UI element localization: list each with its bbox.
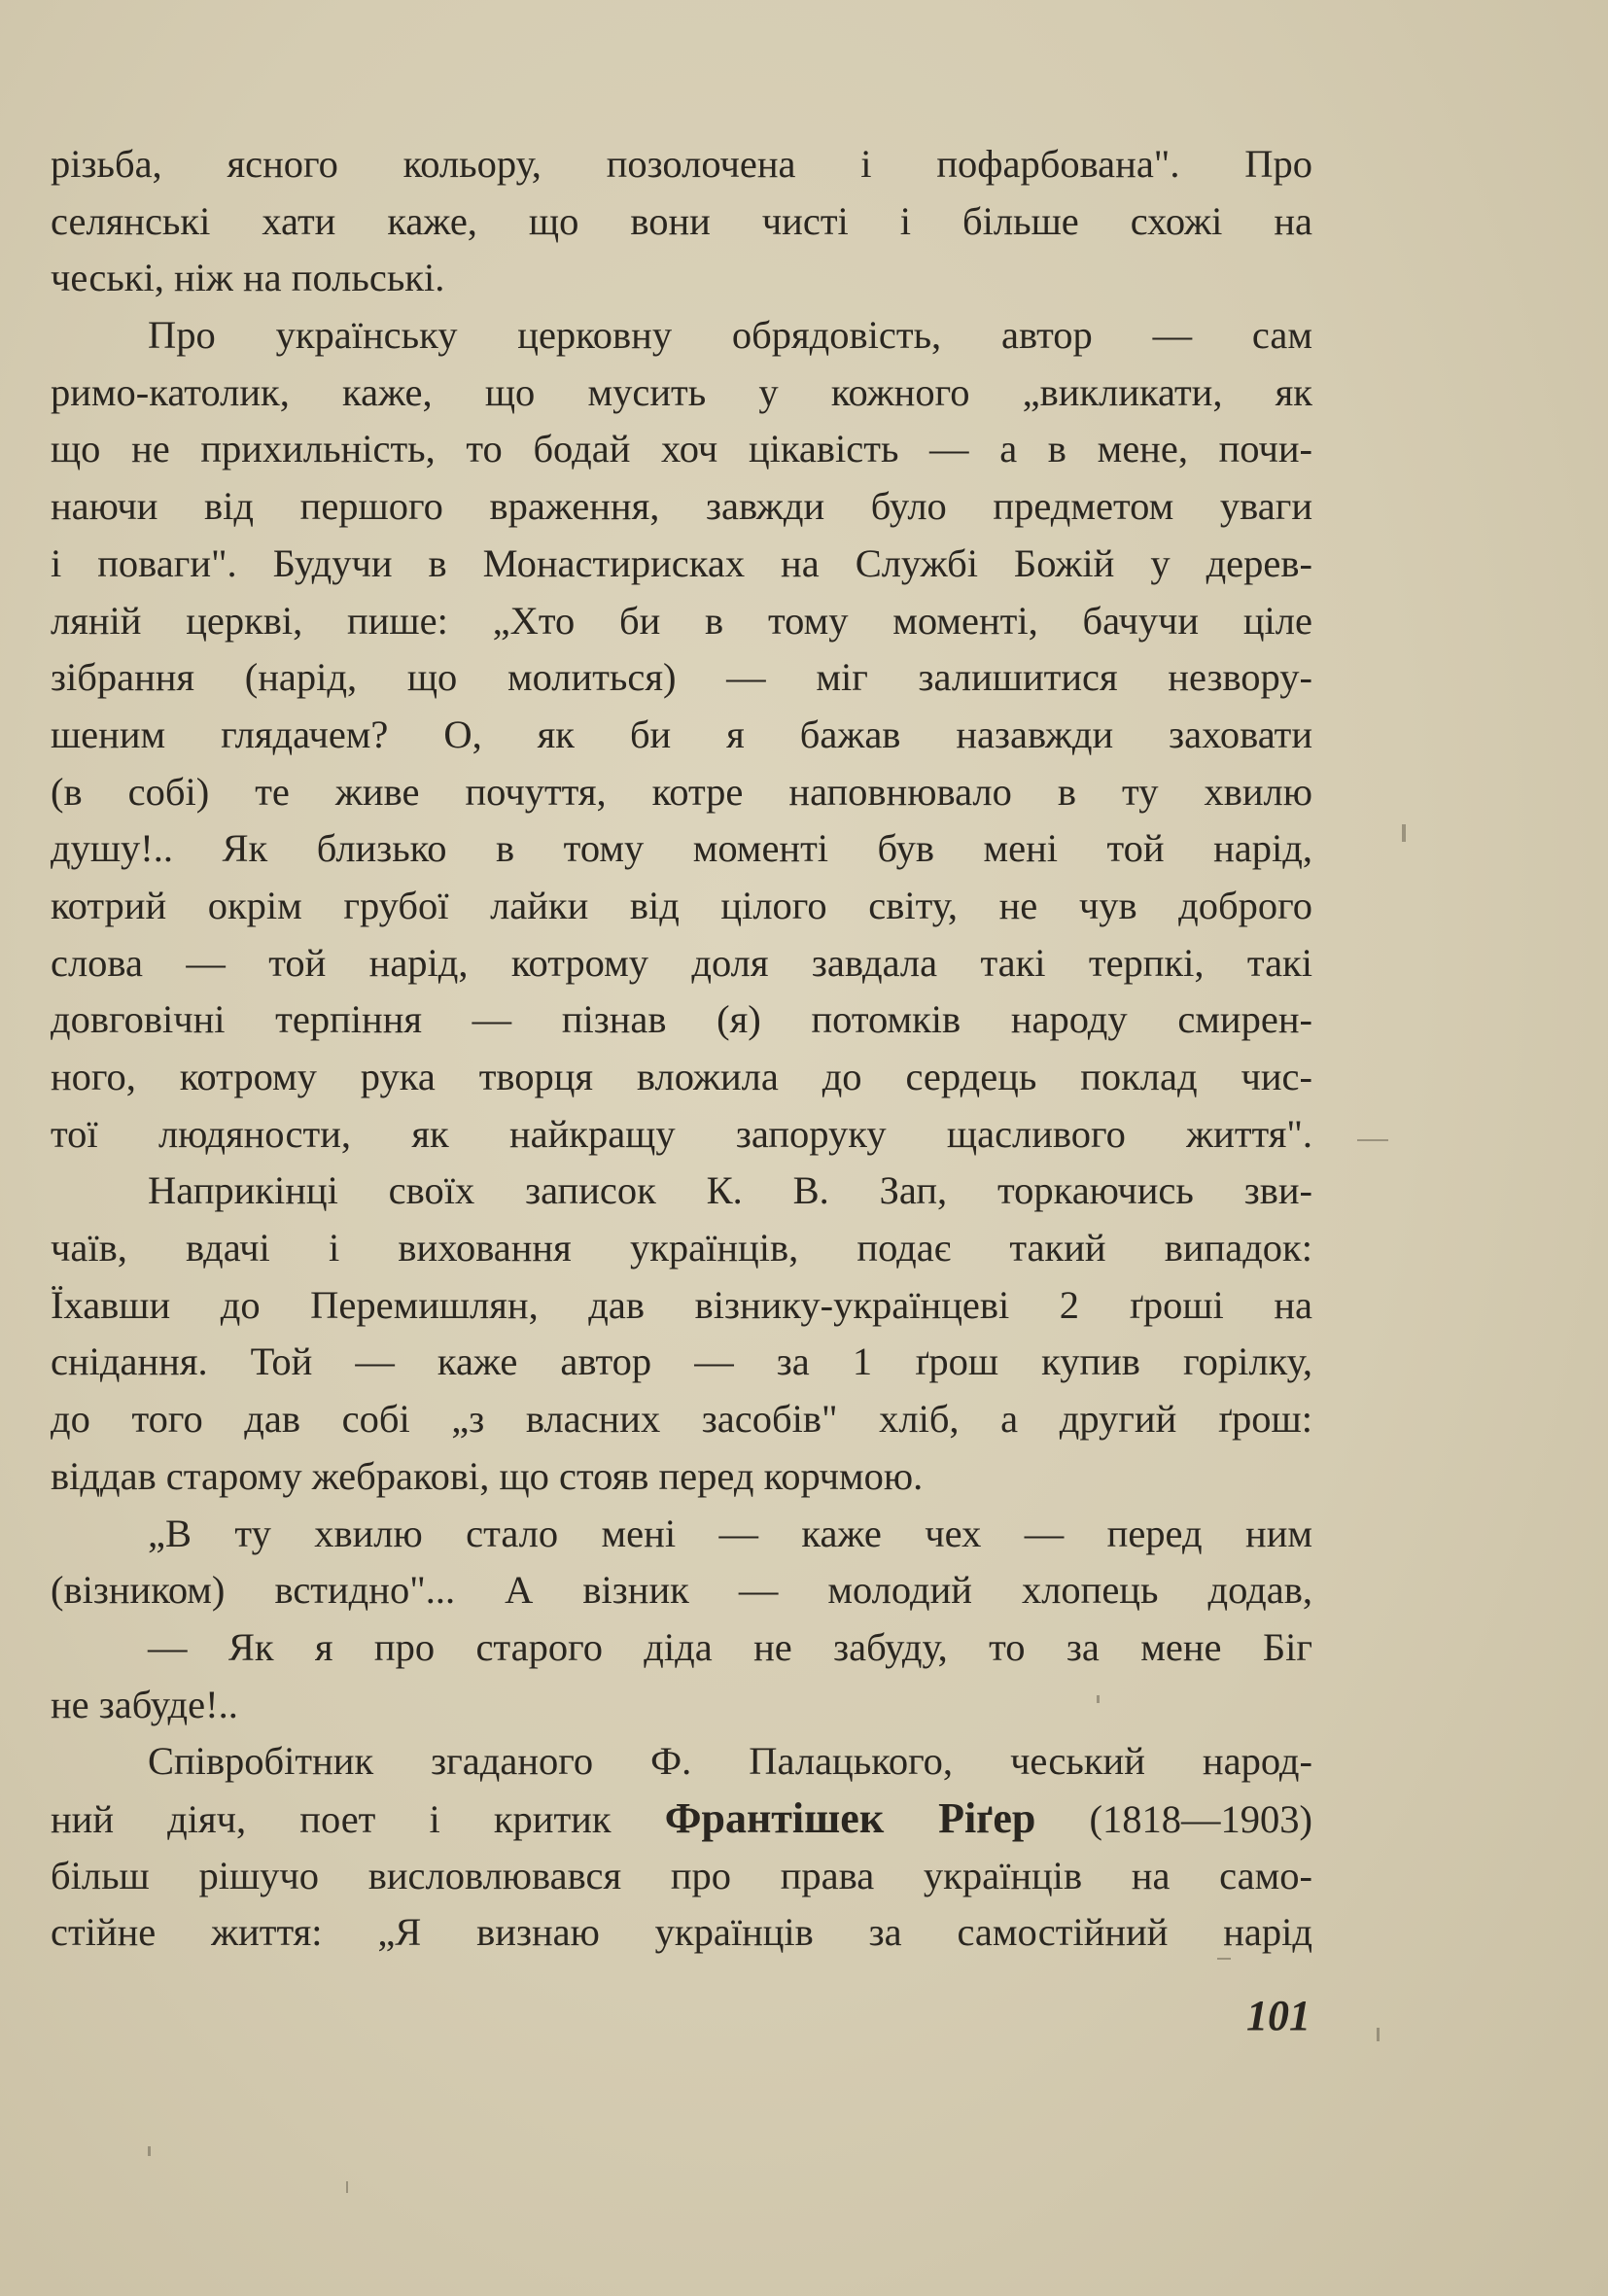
text-line: слова — той нарід, котрому доля завдала такі терпкі, такі: [51, 940, 1312, 985]
text-line: Їхавши до Перемишлян, дав візнику-українцеві 2 ґроші на: [51, 1282, 1312, 1327]
text-line: чаїв, вдачі і виховання українців, подає такий випадок:: [51, 1226, 1312, 1270]
text-segment: (1818—1903): [1089, 1796, 1313, 1841]
paper-speck: [346, 2181, 348, 2193]
text-line: віддав старому жебракові, що стояв перед корчмою.: [51, 1453, 924, 1498]
text-line: тої людяности, як найкращу запоруку щасливого життя".: [51, 1111, 1312, 1156]
text-line: ляній церкві, пише: „Хто би в тому моменті, бачучи ціле: [51, 598, 1312, 643]
page-body-text: [51, 136, 1312, 1962]
text-line: і поваги". Будучи в Монастирисках на Службі Божій у дерев-: [51, 540, 1312, 585]
text-line: ного, котрому рука творця вложила до сердець поклад чис-: [51, 1055, 1312, 1098]
text-line: селянські хати каже, що вони чисті і більше схожі на: [51, 198, 1312, 243]
text-line: не забуде!..: [51, 1682, 238, 1726]
text-line: римо-католик, каже, що мусить у кожного „викликати, як: [51, 369, 1312, 414]
text-line: — Як я про старого діда не забуду, то за мене Біг: [148, 1624, 1312, 1669]
text-line: душу!.. Як близько в тому моменті був мені той нарід,: [51, 826, 1312, 871]
text-line: снідання. Той — каже автор — за 1 ґрош купив горілку,: [51, 1339, 1312, 1384]
text-line: шеним глядачем? О, як би я бажав назавжди заховати: [51, 712, 1312, 756]
text-line: більш рішучо висловлювався про права українців на само-: [51, 1853, 1312, 1897]
paper-speck: [1217, 1958, 1231, 1960]
text-line: Наприкінці своїх записок К. В. Зап, торкаючись зви-: [148, 1168, 1312, 1213]
text-line: Співробітник згаданого Ф. Палацького, чеський народ-: [148, 1739, 1312, 1784]
text-line: чеські, ніж на польські.: [51, 256, 445, 300]
paper-speck: [1402, 824, 1406, 842]
paper-speck: [148, 2146, 151, 2156]
text-line: різьба, ясного кольору, позолочена і пофарбована". Про: [51, 142, 1312, 186]
paper-speck: [1097, 1695, 1100, 1703]
paper-speck: [1357, 1139, 1388, 1141]
text-line-with-name: [51, 1791, 1312, 1848]
text-line: що не прихильність, то бодай хоч цікавість — а в мене, почи-: [51, 427, 1312, 471]
text-line: котрий окрім грубої лайки від цілого світу, не чув доброго: [51, 883, 1312, 927]
text-line: до того дав собі „з власних засобів" хліб, а другий ґрош:: [51, 1397, 1312, 1442]
text-line: Про українську церковну обрядовість, автор — сам: [148, 313, 1312, 358]
text-line: зібрання (нарід, що молиться) — міг залишитися незвору-: [51, 655, 1312, 700]
bold-person-name: Франтішек Ріґер: [664, 1793, 1036, 1842]
text-line: „В ту хвилю стало мені — каже чех — перед ним: [148, 1511, 1312, 1555]
text-line: стійне життя: „Я визнаю українців за самостійний нарід: [51, 1910, 1312, 1955]
text-line: (в собі) те живе почуття, котре наповнювало в ту хвилю: [51, 769, 1312, 814]
text-line: наючи від першого враження, завжди було предметом уваги: [51, 484, 1312, 529]
page-number: 101: [1246, 1992, 1311, 2039]
text-line: довговічні терпіння — пізнав (я) потомків народу смирен-: [51, 997, 1312, 1042]
text-line: (візником) встидно"... А візник — молодий хлопець додав,: [51, 1568, 1312, 1613]
text-segment: ний діяч, поет і критик: [51, 1796, 612, 1841]
paper-speck: [1377, 2028, 1380, 2041]
